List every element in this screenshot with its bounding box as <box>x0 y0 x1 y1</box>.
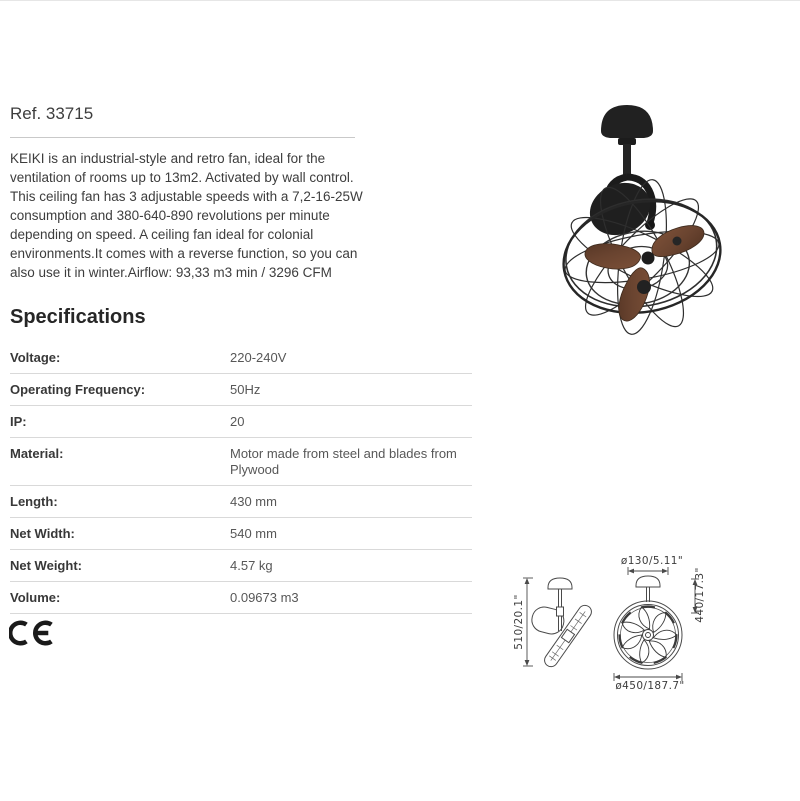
spec-value-voltage: 220-240V <box>230 350 287 365</box>
spec-label-frequency: Operating Frequency: <box>10 382 146 397</box>
spec-value-frequency: 50Hz <box>230 382 261 397</box>
side-height-label: 510/20.1" <box>513 594 525 650</box>
product-image <box>545 81 785 341</box>
specifications-heading: Specifications <box>10 306 146 328</box>
table-row <box>10 374 472 406</box>
canopy-diameter-label: ø130/5.11" <box>620 555 684 567</box>
product-description: KEIKI is an industrial-style and retro fan, ideal for the ventilation of rooms up to 13m2. Activated by wall control. This ceiling fan has 3 adjustable speeds with a 7,2-16-25W consumption and 380-640-890 revolutions per minute depending on speed. A ceiling fan ideal for colonial environments.It comes with a reverse function, so you can also use it in winter.Airflow: 93,33 m3 min / 3296 CFM <box>10 151 363 280</box>
spec-label-volume: Volume: <box>10 590 61 605</box>
spec-label-ip: IP: <box>10 414 27 429</box>
front-height-label: 440/17.3" <box>694 567 706 623</box>
spec-value-net-weight: 4.57 kg <box>230 558 273 573</box>
fan-canopy <box>601 105 653 138</box>
product-reference: Ref. 33715 <box>10 104 94 123</box>
table-row <box>10 582 472 614</box>
canopy-diameter-dimension <box>628 567 668 575</box>
spec-label-voltage: Voltage: <box>10 350 61 365</box>
ce-mark-icon <box>9 615 59 656</box>
table-row <box>10 342 472 374</box>
dimension-drawings <box>505 549 720 709</box>
spec-value-net-width: 540 mm <box>230 526 277 541</box>
spec-label-material: Material: <box>10 446 64 461</box>
spec-label-net-width: Net Width: <box>10 526 75 541</box>
spec-value-ip: 20 <box>230 414 245 429</box>
table-row <box>10 486 472 518</box>
divider-line <box>10 137 355 138</box>
table-row <box>10 438 472 486</box>
specifications-table <box>10 342 472 614</box>
side-view-drawing <box>523 578 594 669</box>
spec-value-length: 430 mm <box>230 494 277 509</box>
table-row <box>10 518 472 550</box>
spec-value-volume: 0.09673 m3 <box>230 590 299 605</box>
spec-value-material: Motor made from steel and blades from Plywood <box>230 446 457 477</box>
spec-label-length: Length: <box>10 494 58 509</box>
table-row <box>10 550 472 582</box>
spec-label-net-weight: Net Weight: <box>10 558 82 573</box>
front-view-drawing <box>614 567 699 681</box>
fan-hub <box>642 252 655 265</box>
cage-diameter-label: ø450/187.7" <box>615 680 685 692</box>
table-row <box>10 406 472 438</box>
